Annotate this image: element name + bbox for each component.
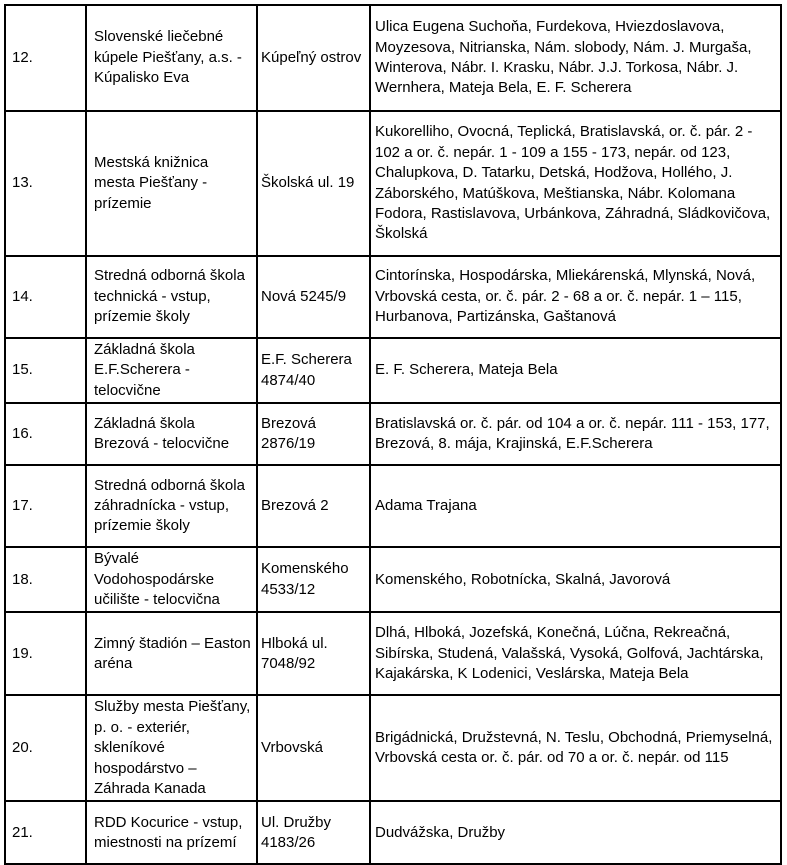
address: Nová 5245/9	[257, 256, 370, 338]
row-number: 21.	[5, 801, 86, 864]
polling-place: Slovenské liečebné kúpele Piešťany, a.s. - Kúpalisko Eva	[86, 5, 257, 111]
address: Brezová 2876/19	[257, 403, 370, 465]
streets-list: E. F. Scherera, Mateja Bela	[370, 338, 781, 403]
table-row	[5, 695, 781, 801]
table-row	[5, 256, 781, 338]
streets-list: Cintorínska, Hospodárska, Mliekárenská, Mlynská, Nová, Vrbovská cesta, or. č. pár. 2 - 68 a or. č. nepár. 1 – 115, Hurbanova, Partizánska, Gaštanová	[370, 256, 781, 338]
table-row	[5, 403, 781, 465]
streets-list: Dlhá, Hlboká, Jozefská, Konečná, Lúčna, Rekreačná, Sibírska, Studená, Valašská, Vysoká, Golfová, Jachtárska, Kajakárska, K Lodenici, Veslárska, Mateja Bela	[370, 612, 781, 695]
address: Kúpeľný ostrov	[257, 5, 370, 111]
polling-place: Zimný štadión – Easton aréna	[86, 612, 257, 695]
polling-place: Bývalé Vodohospodárske učilište - telocvična	[86, 547, 257, 612]
polling-place: RDD Kocurice - vstup, miestnosti na prízemí	[86, 801, 257, 864]
streets-list: Bratislavská or. č. pár. od 104 a or. č. nepár. 111 - 153, 177, Brezová, 8. mája, Krajinská, E.F.Scherera	[370, 403, 781, 465]
table-row	[5, 338, 781, 403]
row-number: 16.	[5, 403, 86, 465]
polling-place: Stredná odborná škola záhradnícka - vstup, prízemie školy	[86, 465, 257, 547]
row-number: 15.	[5, 338, 86, 403]
address: Vrbovská	[257, 695, 370, 801]
table-row	[5, 5, 781, 111]
table-row	[5, 612, 781, 695]
streets-list: Ulica Eugena Suchoňa, Furdekova, Hviezdoslavova, Moyzesova, Nitrianska, Nám. slobody, Nám. J. Murgaša, Winterova, Nábr. I. Krasku, Nábr. J.J. Torkosa, Nábr. J. Wernhera, Mateja Bela, E. F. Scherera	[370, 5, 781, 111]
table-row	[5, 801, 781, 864]
row-number: 17.	[5, 465, 86, 547]
address: Komenského 4533/12	[257, 547, 370, 612]
polling-place: Mestská knižnica mesta Piešťany - prízemie	[86, 111, 257, 256]
row-number: 14.	[5, 256, 86, 338]
streets-list: Kukorelliho, Ovocná, Teplická, Bratislavská, or. č. pár. 2 - 102 a or. č. nepár. 1 - 109 a 155 - 173, nepár. od 123, Chalupkova, D. Tatarku, Detská, Hodžova, Hollého, J. Záborského, Matúškova, Meštianska, Nábr. Kolomana Fodora, Rastislavova, Urbánkova, Záhradná, Sládkovičova, Školská	[370, 111, 781, 256]
address: Brezová 2	[257, 465, 370, 547]
polling-place: Stredná odborná škola technická - vstup, prízemie školy	[86, 256, 257, 338]
row-number: 12.	[5, 5, 86, 111]
polling-place: Základná škola Brezová - telocvične	[86, 403, 257, 465]
row-number: 18.	[5, 547, 86, 612]
row-number: 19.	[5, 612, 86, 695]
polling-place: Služby mesta Piešťany, p. o. - exteriér, skleníkové hospodárstvo – Záhrada Kanada	[86, 695, 257, 801]
row-number: 13.	[5, 111, 86, 256]
polling-place: Základná škola E.F.Scherera - telocvične	[86, 338, 257, 403]
streets-list: Adama Trajana	[370, 465, 781, 547]
address: Hlboká ul. 7048/92	[257, 612, 370, 695]
address: E.F. Scherera 4874/40	[257, 338, 370, 403]
address: Ul. Družby 4183/26	[257, 801, 370, 864]
table-row	[5, 465, 781, 547]
streets-list: Komenského, Robotnícka, Skalná, Javorová	[370, 547, 781, 612]
address: Školská ul. 19	[257, 111, 370, 256]
streets-list: Brigádnická, Družstevná, N. Teslu, Obchodná, Priemyselná, Vrbovská cesta or. č. pár. od 70 a or. č. nepár. od 115	[370, 695, 781, 801]
streets-list: Dudvážska, Družby	[370, 801, 781, 864]
table-row	[5, 547, 781, 612]
row-number: 20.	[5, 695, 86, 801]
polling-stations-table	[4, 4, 782, 865]
table-row	[5, 111, 781, 256]
